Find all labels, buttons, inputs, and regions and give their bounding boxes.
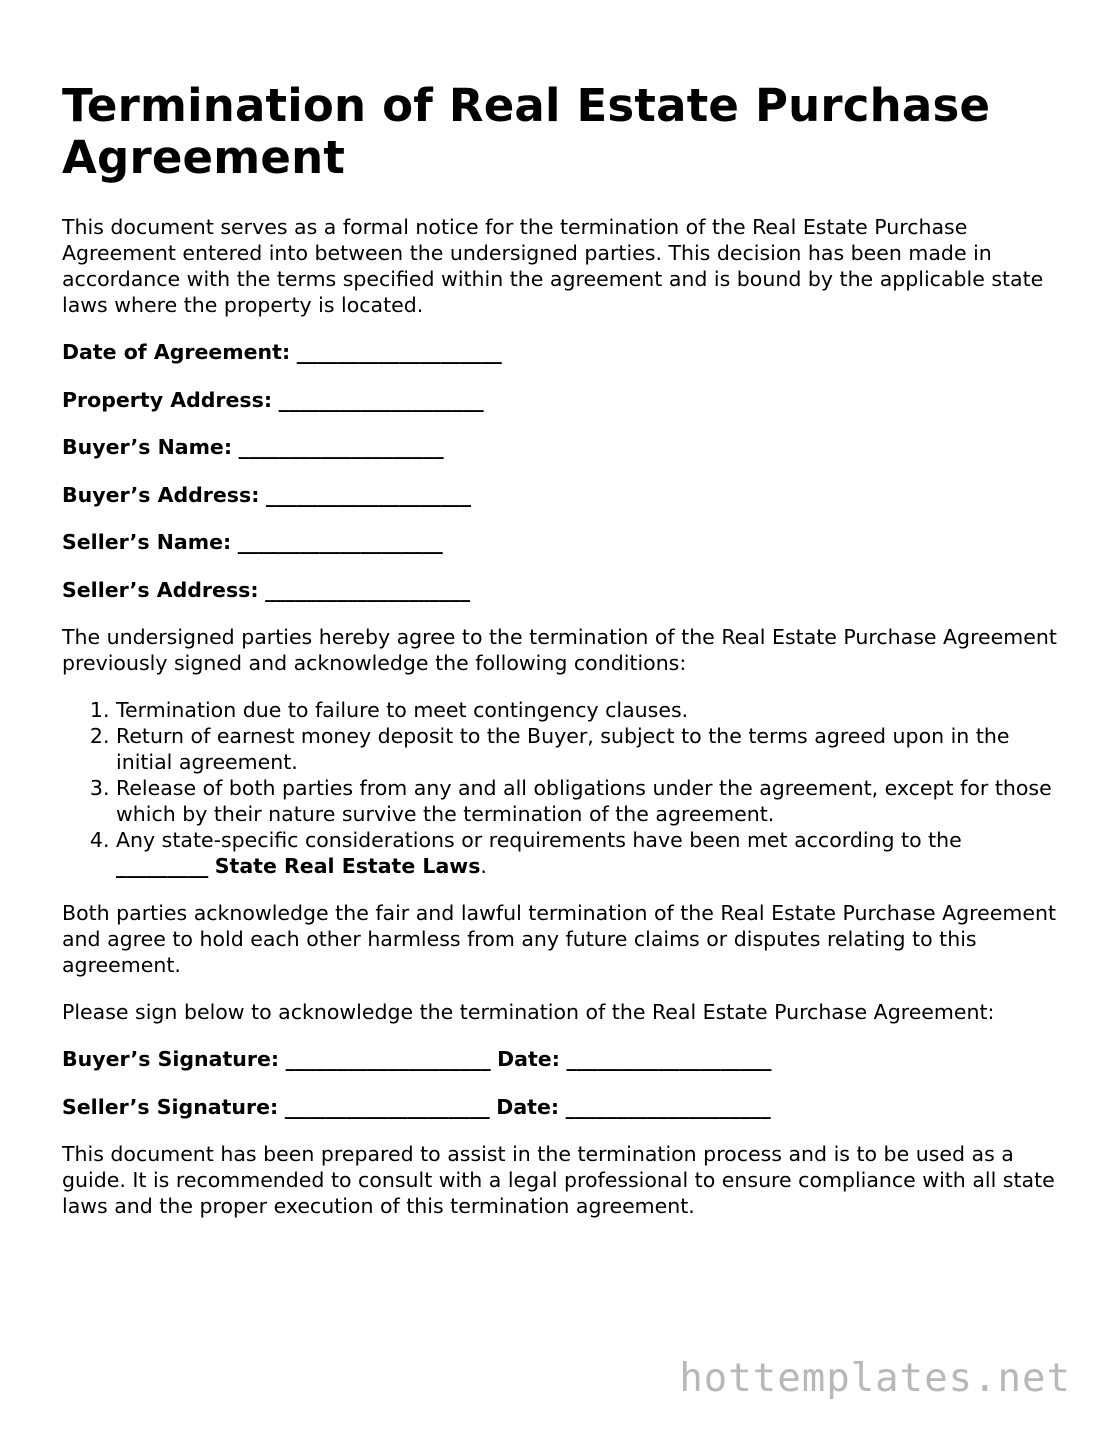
- state-blank[interactable]: _________: [116, 854, 209, 878]
- document-page: [62, 80, 1062, 1240]
- field-buyers-name: [62, 434, 1062, 460]
- condition-item: 2. Return of earnest money deposit to the Buyer, subject to the terms agreed upon in the initial agreement.: [116, 723, 1062, 775]
- conditions-list: [62, 697, 1062, 879]
- date-label: Date:: [497, 1047, 560, 1071]
- buyer-date-blank[interactable]: ____________________: [566, 1047, 772, 1071]
- acknowledge-paragraph: Both parties acknowledge the fair and lawful termination of the Real Estate Purchase Agreement and agree to hold each other harmless from any future claims or disputes relating to this agreement.: [62, 901, 1056, 977]
- condition-text: Any state-specific considerations or requirements have been met according to the: [116, 828, 962, 852]
- field-sellers-name: [62, 529, 1062, 555]
- fill-blank[interactable]: ____________________: [265, 577, 471, 602]
- field-label: Property Address:: [62, 387, 273, 412]
- fill-blank[interactable]: ____________________: [296, 340, 502, 364]
- field-label: Buyer’s Name:: [62, 435, 233, 459]
- document-title: Termination of Real Estate Purchase Agreement: [62, 79, 991, 184]
- state-laws-label: State Real Estate Laws: [214, 854, 481, 878]
- fill-blank[interactable]: ____________________: [237, 530, 443, 554]
- seller-signature-blank[interactable]: ____________________: [284, 1094, 490, 1119]
- field-label: Date of Agreement:: [62, 340, 291, 364]
- condition-item: 3. Release of both parties from any and all obligations under the agreement, except for those which by their nature survive the termination of the agreement.: [116, 775, 1062, 827]
- field-date-of-agreement: [62, 339, 1062, 365]
- fill-blank[interactable]: ____________________: [238, 435, 444, 459]
- field-buyers-address: [62, 482, 1062, 508]
- fill-blank[interactable]: ____________________: [265, 482, 471, 507]
- fill-blank[interactable]: ____________________: [278, 387, 484, 412]
- field-property-address: [62, 387, 1062, 413]
- field-label: Seller’s Address:: [62, 577, 259, 602]
- buyer-signature-row: [62, 1046, 1062, 1072]
- date-label: Date:: [496, 1094, 560, 1119]
- field-label: Buyer’s Address:: [62, 482, 260, 507]
- sign-instruction: Please sign below to acknowledge the termination of the Real Estate Purchase Agreement:: [62, 1000, 995, 1024]
- condition-item: 4. Any state-specific considerations or requirements have been met according to the _________ State Real Estate Laws.: [116, 827, 1062, 879]
- buyer-signature-label: Buyer’s Signature:: [62, 1047, 280, 1071]
- condition-item: 1. Termination due to failure to meet contingency clauses.: [116, 697, 1062, 723]
- watermark: hottemplates.net: [679, 1356, 1071, 1401]
- intro-paragraph: This document serves as a formal notice for the termination of the Real Estate Purchase Agreement entered into between the undersigned parties. This decision has been made in accordance with the terms specified within the agreement and is bound by the applicable state laws where the property is located.: [62, 215, 1044, 317]
- seller-signature-label: Seller’s Signature:: [62, 1094, 279, 1119]
- conditions-intro: The undersigned parties hereby agree to the termination of the Real Estate Purchase Agreement previously signed and acknowledge the following conditions:: [62, 625, 1057, 675]
- disclaimer-paragraph: This document has been prepared to assist in the termination process and is to be used as a guide. It is recommended to consult with a legal professional to ensure compliance with all state laws and the proper execution of this termination agreement.: [62, 1142, 1055, 1218]
- field-sellers-address: [62, 577, 1062, 603]
- buyer-signature-blank[interactable]: ____________________: [285, 1047, 491, 1071]
- field-label: Seller’s Name:: [62, 530, 232, 554]
- seller-date-blank[interactable]: ____________________: [565, 1094, 771, 1119]
- seller-signature-row: [62, 1094, 1062, 1120]
